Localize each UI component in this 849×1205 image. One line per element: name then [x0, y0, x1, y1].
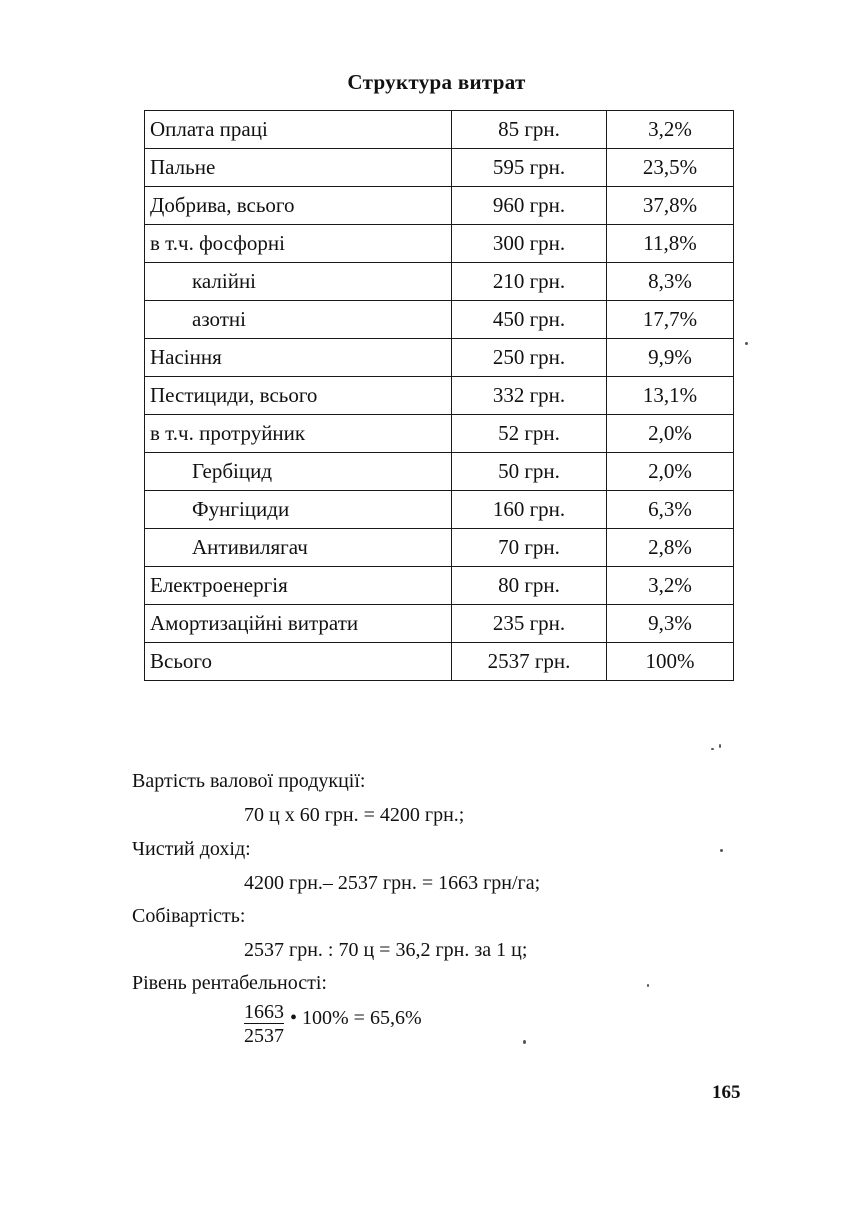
cost-item-name: Амортизаційні витрати: [145, 605, 452, 643]
cost-price-formula: 2537 грн. : 70 ц = 36,2 грн. за 1 ц;: [244, 939, 528, 961]
cost-item-name: в т.ч. фосфорні: [145, 225, 452, 263]
cost-item-percent: 6,3%: [607, 491, 734, 529]
cost-item-name: Пестициди, всього: [145, 377, 452, 415]
cost-item-percent: 2,8%: [607, 529, 734, 567]
cost-item-name: Електроенергія: [145, 567, 452, 605]
fraction-numerator: 1663: [244, 1001, 284, 1023]
table-row: [145, 263, 734, 301]
gross-output-formula: 70 ц х 60 грн. = 4200 грн.;: [244, 804, 465, 826]
cost-item-percent: 100%: [607, 643, 734, 681]
cost-item-amount: 300 грн.: [452, 225, 607, 263]
cost-item-percent: 9,3%: [607, 605, 734, 643]
cost-item-name: Оплата праці: [145, 111, 452, 149]
cost-item-percent: 3,2%: [607, 111, 734, 149]
cost-item-amount: 85 грн.: [452, 111, 607, 149]
fraction-result: • 100% = 65,6%: [290, 1007, 422, 1029]
table-row: [145, 491, 734, 529]
table-row: [145, 415, 734, 453]
cost-item-name: Фунгіциди: [145, 491, 452, 529]
cost-item-name: калійні: [145, 263, 452, 301]
cost-item-amount: 250 грн.: [452, 339, 607, 377]
fraction-denominator: 2537: [244, 1025, 284, 1047]
page-number: 165: [712, 1082, 741, 1103]
table-row: [145, 453, 734, 491]
cost-item-name: Гербіцид: [145, 453, 452, 491]
cost-item-amount: 80 грн.: [452, 567, 607, 605]
table-row: [145, 339, 734, 377]
cost-item-percent: 13,1%: [607, 377, 734, 415]
cost-item-name: Пальне: [145, 149, 452, 187]
cost-item-name: Антивилягач: [145, 529, 452, 567]
cost-item-name: в т.ч. протруйник: [145, 415, 452, 453]
cost-item-amount: 960 грн.: [452, 187, 607, 225]
table-row: [145, 529, 734, 567]
table-row: [145, 567, 734, 605]
table-row: [145, 643, 734, 681]
cost-item-percent: 9,9%: [607, 339, 734, 377]
cost-item-amount: 52 грн.: [452, 415, 607, 453]
cost-item-amount: 332 грн.: [452, 377, 607, 415]
cost-item-percent: 8,3%: [607, 263, 734, 301]
scan-speck: [745, 342, 748, 345]
cost-item-name: Всього: [145, 643, 452, 681]
cost-item-amount: 160 грн.: [452, 491, 607, 529]
table-row: [145, 149, 734, 187]
table-row: [145, 111, 734, 149]
cost-item-name: Насіння: [145, 339, 452, 377]
scan-speck: [719, 744, 721, 748]
page-title: Структура витрат: [347, 70, 526, 94]
cost-item-amount: 70 грн.: [452, 529, 607, 567]
scan-speck: [523, 1040, 526, 1044]
table-row: [145, 377, 734, 415]
profitability-label: Рівень рентабельності:: [132, 972, 327, 994]
table-row: [145, 225, 734, 263]
net-income-formula: 4200 грн.– 2537 грн. = 1663 грн/га;: [244, 872, 541, 894]
table-row: [145, 605, 734, 643]
cost-price-label: Собівартість:: [132, 905, 246, 927]
cost-structure-table: [144, 110, 734, 681]
cost-item-amount: 595 грн.: [452, 149, 607, 187]
table-row: [145, 187, 734, 225]
cost-item-percent: 2,0%: [607, 453, 734, 491]
cost-item-percent: 37,8%: [607, 187, 734, 225]
cost-item-percent: 3,2%: [607, 567, 734, 605]
scan-speck: [647, 984, 649, 987]
cost-item-percent: 2,0%: [607, 415, 734, 453]
scan-speck: [711, 748, 714, 750]
cost-item-amount: 235 грн.: [452, 605, 607, 643]
cost-item-amount: 50 грн.: [452, 453, 607, 491]
cost-item-percent: 17,7%: [607, 301, 734, 339]
cost-item-percent: 11,8%: [607, 225, 734, 263]
cost-item-name: Добрива, всього: [145, 187, 452, 225]
cost-item-amount: 210 грн.: [452, 263, 607, 301]
table-row: [145, 301, 734, 339]
cost-item-amount: 2537 грн.: [452, 643, 607, 681]
gross-output-label: Вартість валової продукції:: [132, 770, 366, 792]
scan-speck: [720, 849, 723, 852]
net-income-label: Чистий дохід:: [132, 838, 251, 860]
cost-item-name: азотні: [145, 301, 452, 339]
cost-table-body: [145, 111, 734, 681]
cost-item-percent: 23,5%: [607, 149, 734, 187]
cost-item-amount: 450 грн.: [452, 301, 607, 339]
